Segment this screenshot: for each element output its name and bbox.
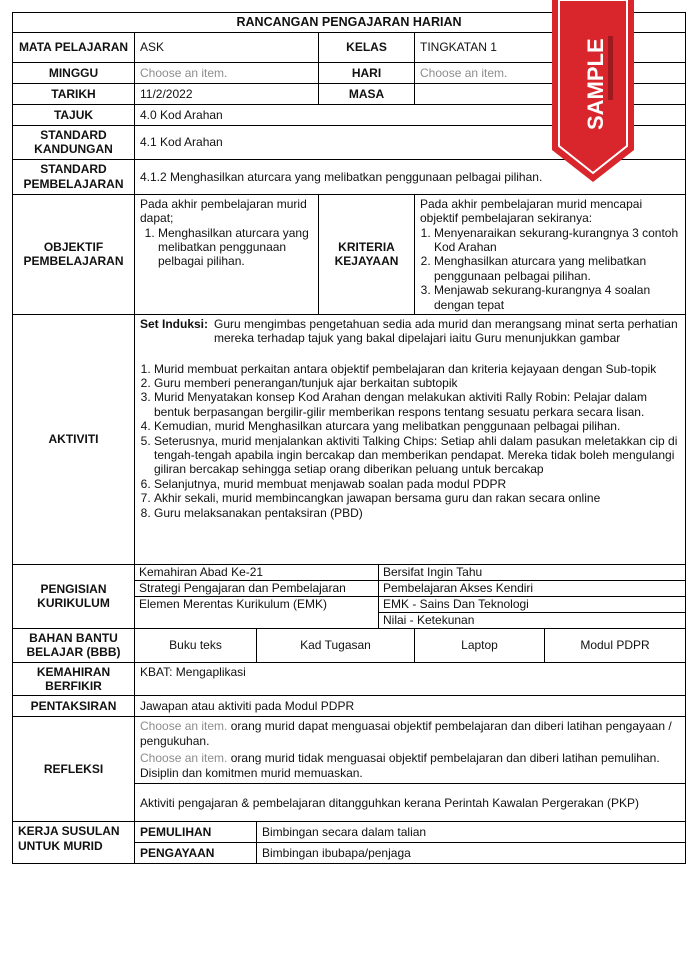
sample-text: SAMPLE — [583, 38, 608, 130]
assessment-label: PENTAKSIRAN — [13, 696, 135, 717]
curriculum-item[interactable]: Nilai - Ketekunan — [383, 612, 475, 627]
day-select[interactable]: Choose an item. — [415, 63, 686, 84]
objective-list — [140, 226, 313, 269]
activity-step: 4. Kemudian, murid Menghasilkan aturcara yang melibatkan penggunaan pelbagai pilihan. — [154, 419, 680, 433]
activity-step: 6. Selanjutnya, murid membuat menjawab soalan pada modul PDPR — [154, 477, 680, 491]
activity-step: 5. Seterusnya, murid menjalankan aktiviti Talking Chips: Setiap ahli dalam pasukan meletakkan cip di tengah-tengah apabila ingin bercakap dan memberikan pendapat. Mereka tidak boleh mengulangi giliran bercakap sehingga setiap orang diberikan peluang untuk bercakap — [154, 434, 680, 477]
teaching-aid-item[interactable]: Laptop — [415, 628, 545, 662]
curriculum-item[interactable]: EMK - Sains Dan Teknologi — [379, 596, 686, 612]
learning-standard-label: STANDARD PEMBELAJARAN — [13, 159, 135, 194]
content-standard-value[interactable]: 4.1 Kod Arahan — [135, 126, 686, 160]
subject-value[interactable]: ASK — [135, 33, 319, 63]
curriculum-label: PENGISIAN KURIKULUM — [13, 564, 135, 628]
remedial-label: PEMULIHAN — [135, 822, 257, 843]
week-label: MINGGU — [13, 63, 135, 84]
curriculum-item[interactable]: Strategi Pengajaran dan Pembelajaran — [135, 580, 379, 596]
activity-step: 3. Murid Menyatakan konsep Kod Arahan dengan melakukan aktiviti Rally Robin: Pelajar dalam bentuk berpasangan bergilir-gilir memberikan respons tentang sesuatu perkara secara lisan. — [154, 390, 680, 419]
curriculum-item[interactable]: Elemen Merentas Kurikulum (EMK) — [135, 596, 379, 612]
subject-label: MATA PELAJARAN — [13, 33, 135, 63]
curriculum-item[interactable]: Kemahiran Abad Ke-21 — [135, 565, 379, 581]
set-induction — [140, 317, 680, 346]
set-induction-label: Set Induksi: — [140, 316, 209, 331]
topic-label: TAJUK — [13, 105, 135, 126]
objective-cell[interactable] — [135, 194, 319, 314]
activity-step: 2. Guru memberi penerangan/tunjuk ajar berkaitan subtopik — [154, 376, 680, 390]
reflection-text: orang murid dapat menguasai objektif pembelajaran dan diberi latihan pengayaan / pengukuhan. — [140, 719, 672, 748]
reflection-line — [140, 719, 680, 748]
time-label: MASA — [319, 84, 415, 105]
reflection-count-select[interactable]: Choose an item. — [140, 751, 228, 766]
success-criteria-cell[interactable] — [415, 194, 686, 314]
objective-item: 1. Menghasilkan aturcara yang melibatkan penggunaan pelbagai pilihan. — [158, 226, 313, 269]
objective-label: OBJEKTIF PEMBELAJARAN — [13, 194, 135, 314]
curriculum-cell — [135, 564, 686, 628]
reflection-note[interactable]: Aktiviti pengajaran & pembelajaran ditangguhkan kerana Perintah Kawalan Pergerakan (PKP) — [135, 784, 686, 822]
reflection-text: orang murid tidak menguasai objektif pembelajaran dan diberi latihan pemulihan. Disiplin dan komitmen murid memuaskan. — [140, 751, 660, 780]
objective-intro: Pada akhir pembelajaran murid dapat; — [140, 196, 307, 226]
class-label: KELAS — [319, 33, 415, 63]
reflection-line — [140, 751, 680, 780]
set-induction-text: Guru mengimbas pengetahuan sedia ada murid dan merangsang minat serta perhatian mereka terhadap tajuk yang bakal dipelajari iaitu Guru menunjukkan gambar — [214, 316, 678, 346]
thinking-skill-value[interactable]: KBAT: Mengaplikasi — [135, 662, 686, 696]
teaching-aid-item[interactable]: Modul PDPR — [545, 628, 686, 662]
reflection-cell[interactable] — [135, 717, 686, 784]
sample-watermark — [552, 0, 634, 182]
reflection-label: REFLEKSI — [13, 717, 135, 822]
page-title: RANCANGAN PENGAJARAN HARIAN — [13, 13, 686, 33]
assessment-value[interactable]: Jawapan atau aktiviti pada Modul PDPR — [135, 696, 686, 717]
activity-steps — [140, 362, 680, 520]
class-value[interactable]: TINGKATAN 1 — [415, 33, 686, 63]
day-label: HARI — [319, 63, 415, 84]
curriculum-blank — [135, 612, 379, 628]
success-criteria-label: KRITERIA KEJAYAAN — [319, 194, 415, 314]
curriculum-grid — [135, 565, 685, 628]
thinking-skill-label: KEMAHIRAN BERFIKIR — [13, 662, 135, 696]
teaching-aid-item[interactable]: Buku teks — [135, 628, 257, 662]
activity-label: AKTIVITI — [13, 314, 135, 564]
enrichment-label: PENGAYAAN — [135, 843, 257, 864]
sample-stripe — [608, 36, 613, 100]
learning-standard-value[interactable]: 4.1.2 Menghasilkan aturcara yang melibatkan penggunaan pelbagai pilihan. — [135, 159, 686, 194]
success-criteria-item: 3. Menjawab sekurang-kurangnya 4 soalan dengan tepat — [434, 283, 680, 312]
follow-up-label: KERJA SUSULAN UNTUK MURID — [13, 822, 135, 864]
activity-step: 1. Murid membuat perkaitan antara objektif pembelajaran dan kriteria kejayaan dengan Sub-topik — [154, 362, 680, 376]
enrichment-value[interactable]: Bimbingan ibubapa/penjaga — [257, 843, 686, 864]
date-value[interactable]: 11/2/2022 — [135, 84, 319, 105]
teaching-aids-label: BAHAN BANTU BELAJAR (BBB) — [13, 628, 135, 662]
curriculum-item[interactable]: Bersifat Ingin Tahu — [379, 565, 686, 581]
success-criteria-item: 1. Menyenaraikan sekurang-kurangnya 3 contoh Kod Arahan — [434, 226, 680, 255]
success-criteria-list — [420, 226, 680, 312]
curriculum-item[interactable]: Pembelajaran Akses Kendiri — [379, 580, 686, 596]
success-criteria-item: 2. Menghasilkan aturcara yang melibatkan penggunaan pelbagai pilihan. — [434, 254, 680, 283]
time-value[interactable] — [415, 84, 686, 105]
date-label: TARIKH — [13, 84, 135, 105]
activity-step: 7. Akhir sekali, murid membincangkan jawapan bersama guru dan rakan secara online — [154, 491, 680, 505]
activity-cell[interactable] — [135, 314, 686, 564]
success-criteria-intro: Pada akhir pembelajaran murid mencapai objektif pembelajaran sekiranya: — [420, 196, 643, 226]
activity-step: 8. Guru melaksanakan pentaksiran (PBD) — [154, 506, 680, 520]
week-select[interactable]: Choose an item. — [135, 63, 319, 84]
remedial-value[interactable]: Bimbingan secara dalam talian — [257, 822, 686, 843]
topic-value[interactable]: 4.0 Kod Arahan — [135, 105, 686, 126]
teaching-aid-item[interactable]: Kad Tugasan — [257, 628, 415, 662]
content-standard-label: STANDARD KANDUNGAN — [13, 126, 135, 160]
reflection-count-select[interactable]: Choose an item. — [140, 719, 228, 734]
